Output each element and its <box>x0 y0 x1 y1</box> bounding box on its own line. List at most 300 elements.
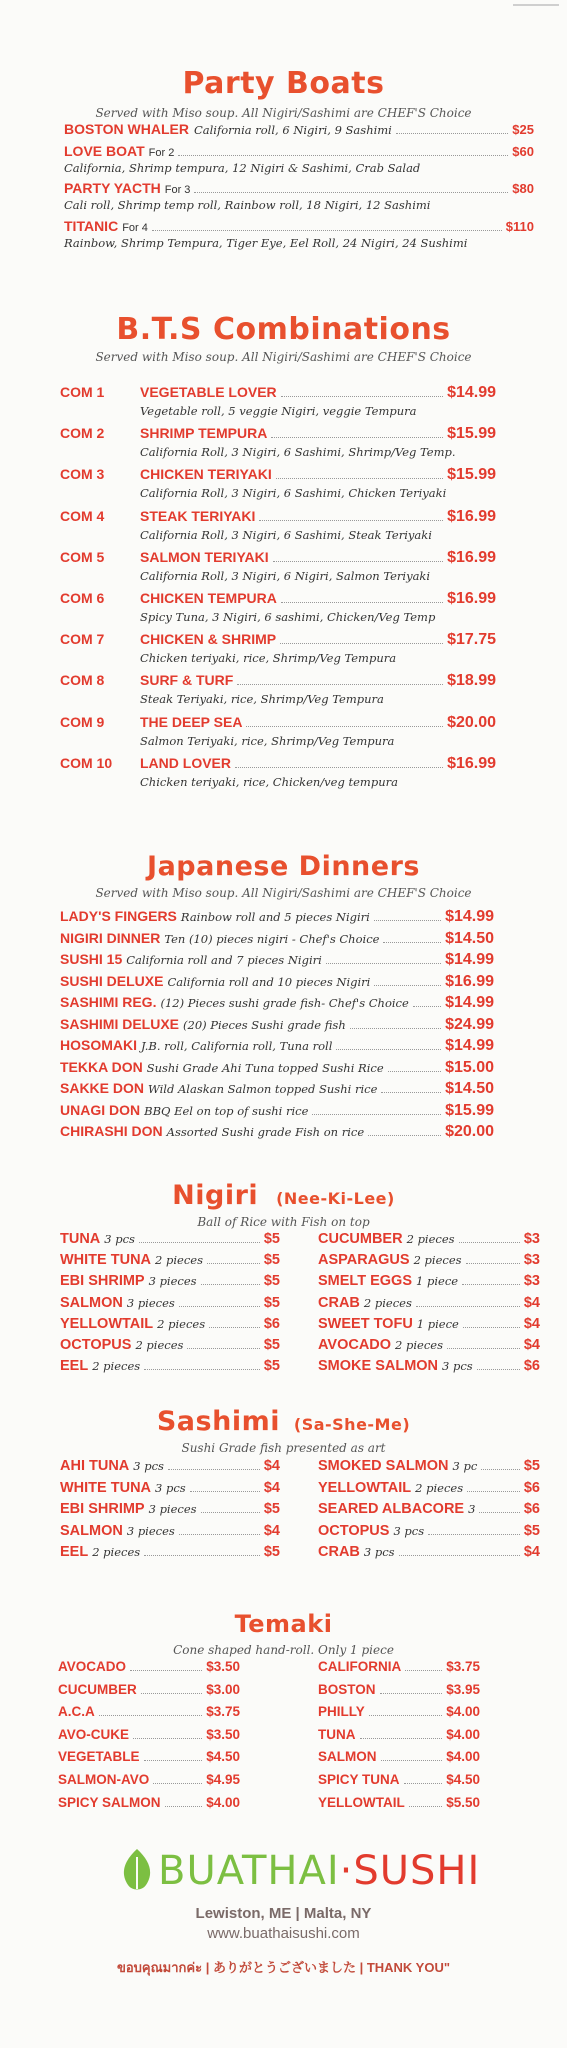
dotted-leader <box>381 1092 441 1093</box>
combo-name: CHICKEN TEMPURA <box>140 590 277 606</box>
temaki-price: $3.95 <box>446 1681 480 1697</box>
dotted-leader <box>466 1263 520 1264</box>
temaki-item <box>58 1727 240 1748</box>
temaki-item <box>58 1772 240 1793</box>
combo-row <box>140 631 496 649</box>
nigiri-item <box>318 1358 540 1378</box>
nigiri-quantity: 3 pcs <box>442 1359 473 1374</box>
sashimi-price: $6 <box>523 1501 540 1517</box>
nigiri-name: TUNA <box>60 1231 101 1247</box>
dotted-leader <box>246 726 443 727</box>
nigiri-item <box>60 1273 280 1293</box>
combo-price: $15.99 <box>447 466 496 484</box>
dinner-description: Assorted Sushi grade Fish on rice <box>166 1125 365 1139</box>
combo-price: $16.99 <box>447 548 496 566</box>
nigiri-item <box>60 1316 280 1336</box>
combo-item <box>60 466 500 508</box>
temaki-item <box>318 1727 480 1748</box>
dotted-leader <box>209 1327 260 1328</box>
nigiri-quantity: 2 pieces <box>363 1295 412 1310</box>
temaki-price: $3.50 <box>206 1726 240 1742</box>
nigiri-quantity: 2 pieces <box>92 1359 141 1374</box>
party-boat-price: $60 <box>512 144 534 159</box>
combo-description: California Roll, 3 Nigiri, 6 Sashimi, Chicken Teriyaki <box>140 486 447 501</box>
party-boat-line <box>64 121 534 139</box>
sashimi-price: $5 <box>523 1522 540 1539</box>
dinner-name: SUSHI DELUXE <box>60 972 164 989</box>
nigiri-price: $6 <box>523 1358 540 1375</box>
party-boats-title: Party Boats <box>182 66 385 101</box>
temaki-name: CUCUMBER <box>58 1681 137 1697</box>
nigiri-price: $3 <box>523 1273 540 1290</box>
temaki-price: $3.00 <box>206 1681 240 1697</box>
combo-price: $15.99 <box>447 425 496 443</box>
sashimi-item <box>318 1501 540 1521</box>
nigiri-name: OCTOPUS <box>60 1337 132 1353</box>
sashimi-quantity: 3 pieces <box>126 1523 175 1538</box>
brand-wordmark <box>158 1848 480 1894</box>
sashimi-name: CRAB <box>318 1544 360 1560</box>
nigiri-item <box>318 1273 540 1293</box>
nigiri-item <box>318 1231 540 1251</box>
dotted-leader <box>409 1806 442 1807</box>
nigiri-quantity: 3 pieces <box>148 1274 197 1289</box>
party-boat-name: BOSTON WHALER <box>64 121 189 137</box>
nigiri-title <box>0 1180 567 1211</box>
nigiri-price: $3 <box>523 1231 540 1247</box>
combo-description: Salmon Teriyaki, rice, Shrimp/Veg Tempura <box>140 733 395 748</box>
sashimi-quantity: 3 pc <box>452 1459 478 1473</box>
sashimi-price: $4 <box>523 1544 540 1560</box>
combo-code: COM 6 <box>60 590 105 606</box>
temaki-name: VEGETABLE <box>58 1749 140 1765</box>
nigiri-price: $4 <box>523 1337 540 1353</box>
temaki-item <box>58 1659 240 1680</box>
combo-row <box>140 755 496 773</box>
nigiri-item <box>318 1252 540 1272</box>
combo-price: $17.75 <box>447 631 496 649</box>
temaki-title: Temaki <box>234 1610 333 1638</box>
dinner-description: BBQ Eel on top of sushi rice <box>144 1103 309 1118</box>
dinner-name: SASHIMI DELUXE <box>60 1015 180 1032</box>
nigiri-item <box>60 1231 280 1251</box>
nigiri-quantity: 3 pieces <box>126 1295 175 1310</box>
temaki-price: $4.95 <box>206 1772 240 1787</box>
dinner-description: Wild Alaskan Salmon topped Sushi rice <box>148 1082 378 1096</box>
dotted-leader <box>383 942 441 943</box>
dotted-leader <box>374 920 441 921</box>
combo-row <box>140 672 496 690</box>
combo-price: $16.99 <box>447 590 496 607</box>
combo-item <box>60 755 500 797</box>
combo-item <box>60 508 500 550</box>
dotted-leader <box>368 1135 441 1136</box>
corner-mark <box>513 4 559 6</box>
dotted-leader <box>179 1306 260 1307</box>
dotted-leader <box>144 1369 260 1370</box>
dotted-leader <box>413 1006 441 1007</box>
combo-row <box>140 549 496 567</box>
sashimi-subtitle: Sushi Grade fish presented as art <box>181 1441 386 1455</box>
temaki-price: $4.50 <box>206 1749 240 1765</box>
temaki-name: SPICY SALMON <box>58 1794 161 1810</box>
temaki-item <box>58 1749 240 1770</box>
combo-item <box>60 425 500 467</box>
temaki-subtitle: Cone shaped hand-roll. Only 1 piece <box>173 1643 394 1657</box>
combo-code: COM 9 <box>60 713 105 730</box>
combo-price: $16.99 <box>447 507 496 525</box>
sashimi-quantity: 3 pcs <box>363 1545 395 1559</box>
sashimi-name: AHI TUNA <box>60 1458 130 1474</box>
party-boat-line <box>64 143 534 161</box>
sashimi-quantity: 2 pieces <box>92 1545 141 1559</box>
combo-item <box>60 714 500 756</box>
nigiri-pronunciation: (Nee-Ki-Lee) <box>276 1189 395 1208</box>
dotted-leader <box>237 684 443 685</box>
combo-price: $14.99 <box>447 384 496 401</box>
combo-price: $20.00 <box>447 713 496 731</box>
nigiri-item <box>318 1295 540 1315</box>
nigiri-quantity: 2 pieces <box>406 1232 455 1246</box>
temaki-price: $3.50 <box>206 1659 240 1674</box>
dinner-price: $24.99 <box>445 1015 494 1033</box>
sashimi-price: $5 <box>523 1458 540 1474</box>
party-boat-serves: For 3 <box>164 184 191 196</box>
party-boat-name: PARTY YACTH <box>64 180 161 196</box>
dotted-leader <box>481 1469 520 1470</box>
combo-row <box>140 384 496 402</box>
nigiri-quantity: 2 pieces <box>395 1338 444 1352</box>
combo-row <box>140 425 496 443</box>
temaki-name: AVO-CUKE <box>58 1726 130 1742</box>
combo-item <box>60 549 500 591</box>
sashimi-name: WHITE TUNA <box>60 1479 152 1496</box>
combo-row <box>140 466 496 484</box>
nigiri-item <box>60 1252 280 1272</box>
combo-name: CHICKEN & SHRIMP <box>140 631 277 648</box>
party-boat-price: $80 <box>512 181 534 196</box>
bua-thai-sushi-logo <box>120 1843 481 1899</box>
dotted-leader <box>374 985 441 986</box>
combo-row <box>140 508 496 526</box>
sashimi-quantity: 3 pcs <box>133 1459 164 1473</box>
dinner-item <box>60 1080 494 1101</box>
nigiri-item <box>318 1316 540 1336</box>
sashimi-title <box>0 1406 567 1437</box>
combo-description: California Roll, 3 Nigiri, 6 Sashimi, Steak Teriyaki <box>140 527 432 542</box>
sashimi-item <box>318 1458 540 1478</box>
combo-description: Spicy Tuna, 3 Nigiri, 6 sashimi, Chicken/Veg Temp <box>140 610 436 624</box>
dinner-name: HOSOMAKI <box>60 1037 137 1053</box>
party-boat-item <box>64 180 534 215</box>
temaki-price: $5.50 <box>446 1794 480 1810</box>
dinner-name: SUSHI 15 <box>60 951 123 967</box>
sashimi-name: OCTOPUS <box>318 1522 390 1539</box>
nigiri-price: $5 <box>263 1252 280 1269</box>
temaki-name: YELLOWTAIL <box>318 1794 405 1810</box>
dotted-leader <box>312 1114 441 1115</box>
temaki-item <box>318 1795 480 1816</box>
sashimi-quantity: 3 pcs <box>155 1480 186 1495</box>
party-boats-subtitle: Served with Miso soup. All Nigiri/Sashimi are CHEF'S Choice <box>95 106 472 120</box>
locations-text: Lewiston, ME | Malta, NY <box>195 1905 372 1922</box>
sashimi-item <box>60 1523 280 1543</box>
dotted-leader <box>130 1670 202 1671</box>
combo-code: COM 4 <box>60 507 105 524</box>
dinner-price: $14.99 <box>445 994 494 1011</box>
dinner-description: (20) Pieces Sushi grade fish <box>183 1017 346 1032</box>
nigiri-name: ASPARAGUS <box>318 1252 410 1269</box>
nigiri-price: $3 <box>523 1252 540 1269</box>
dotted-leader <box>477 1369 520 1370</box>
combo-description: Vegetable roll, 5 veggie Nigiri, veggie Tempura <box>140 404 417 418</box>
dinner-description: J.B. roll, California roll, Tuna roll <box>141 1039 333 1053</box>
sashimi-quantity: 3 <box>468 1502 476 1516</box>
party-boat-contents: California roll, 6 Nigiri, 9 Sashimi <box>193 123 392 137</box>
dotted-leader <box>201 1284 260 1285</box>
combo-item <box>60 590 500 632</box>
nigiri-quantity: 1 piece <box>416 1274 459 1289</box>
nigiri-item <box>60 1295 280 1315</box>
dotted-leader <box>207 1263 260 1264</box>
temaki-price: $3.75 <box>446 1659 480 1674</box>
sashimi-item <box>60 1501 280 1521</box>
sashimi-item <box>318 1480 540 1500</box>
temaki-name: TUNA <box>318 1726 356 1742</box>
combo-code: COM 10 <box>60 754 113 771</box>
temaki-item <box>318 1772 480 1793</box>
dinner-name: SASHIMI REG. <box>60 994 157 1010</box>
nigiri-item <box>60 1337 280 1357</box>
dotted-leader <box>280 643 443 644</box>
dotted-leader <box>144 1555 260 1556</box>
dotted-leader <box>447 1348 520 1349</box>
dotted-leader <box>259 520 443 521</box>
combo-name: SHRIMP TEMPURA <box>140 425 268 442</box>
sashimi-price: $6 <box>523 1479 540 1496</box>
dinner-name: TEKKA DON <box>60 1058 143 1075</box>
nigiri-price: $5 <box>263 1231 280 1247</box>
combo-item <box>60 672 500 714</box>
sashimi-title-text: Sashimi <box>156 1406 280 1437</box>
dotted-leader <box>463 1327 520 1328</box>
party-boat-price: $110 <box>505 219 534 234</box>
sashimi-item <box>60 1544 280 1564</box>
party-boat-name: TITANIC <box>64 218 119 234</box>
dotted-leader <box>141 1693 202 1694</box>
party-boat-serves: For 2 <box>148 147 175 159</box>
combo-code: COM 8 <box>60 672 105 689</box>
dotted-leader <box>326 963 441 964</box>
nigiri-name: AVOCADO <box>318 1337 392 1353</box>
party-boat-line <box>64 218 534 236</box>
dotted-leader <box>428 1534 520 1535</box>
combo-price: $16.99 <box>447 754 496 772</box>
party-boat-name: LOVE BOAT <box>64 143 145 159</box>
nigiri-price: $4 <box>523 1315 540 1332</box>
dinner-item <box>60 951 494 972</box>
thank-you-line: ขอบคุณมากค่ะ | ありがとうございました | THANK YOU" <box>116 1960 451 1975</box>
combo-price: $18.99 <box>447 672 496 690</box>
party-boat-line <box>64 180 534 198</box>
nigiri-name: SALMON <box>60 1294 123 1311</box>
temaki-price: $4.00 <box>446 1726 480 1742</box>
sashimi-name: SMOKED SALMON <box>318 1458 449 1474</box>
combo-name: VEGETABLE LOVER <box>140 384 277 400</box>
sashimi-name: EBI SHRIMP <box>60 1501 145 1517</box>
nigiri-name: YELLOWTAIL <box>60 1315 154 1332</box>
nigiri-name: CUCUMBER <box>318 1231 403 1247</box>
dotted-leader <box>380 1693 443 1694</box>
dinner-item <box>60 1037 494 1058</box>
dotted-leader <box>405 1670 442 1671</box>
temaki-item <box>318 1749 480 1770</box>
temaki-name: SALMON-AVO <box>58 1772 150 1787</box>
dotted-leader <box>396 133 508 134</box>
dinner-description: California roll and 10 pieces Nigiri <box>167 974 371 989</box>
nigiri-title-text: Nigiri <box>172 1180 259 1211</box>
sashimi-item <box>318 1544 540 1564</box>
dinner-name: LADY'S FINGERS <box>60 908 177 924</box>
dotted-leader <box>416 1306 520 1307</box>
dinner-item <box>60 1102 494 1123</box>
dotted-leader <box>479 1512 519 1513</box>
temaki-name: SPICY TUNA <box>318 1772 400 1787</box>
dinner-name: SAKKE DON <box>60 1080 145 1096</box>
dotted-leader <box>281 396 443 397</box>
leaf-icon <box>120 1847 154 1895</box>
dotted-leader <box>178 155 508 156</box>
sashimi-item <box>60 1458 280 1478</box>
temaki-price: $4.00 <box>206 1794 240 1810</box>
brand-thai: THAI <box>241 1848 340 1894</box>
combo-name: STEAK TERIYAKI <box>140 507 256 524</box>
sashimi-name: EEL <box>60 1544 89 1560</box>
dotted-leader <box>99 1715 202 1716</box>
dinner-price: $14.50 <box>445 929 494 947</box>
nigiri-price: $5 <box>263 1337 280 1353</box>
dinner-price: $14.50 <box>445 1080 494 1097</box>
temaki-name: AVOCADO <box>58 1659 127 1674</box>
party-boat-item <box>64 121 534 139</box>
nigiri-item <box>60 1358 280 1378</box>
combo-code: COM 3 <box>60 466 105 483</box>
sashimi-price: $4 <box>263 1522 280 1539</box>
dinner-name: CHIRASHI DON <box>60 1123 163 1139</box>
combo-description: Chicken teriyaki, rice, Chicken/veg tempura <box>140 774 398 789</box>
dotted-leader <box>273 561 443 562</box>
sashimi-name: SALMON <box>60 1522 123 1539</box>
dinners-title: Japanese Dinners <box>147 851 420 882</box>
nigiri-subtitle: Ball of Rice with Fish on top <box>197 1215 370 1229</box>
temaki-item <box>318 1704 480 1725</box>
dinner-price: $20.00 <box>445 1123 494 1140</box>
nigiri-name: EBI SHRIMP <box>60 1273 145 1290</box>
dotted-leader <box>381 1760 443 1761</box>
temaki-item <box>318 1682 480 1703</box>
nigiri-quantity: 3 pcs <box>104 1232 135 1246</box>
sashimi-price: $4 <box>263 1479 280 1496</box>
brand-sushi: SUSHI <box>353 1848 481 1894</box>
dinner-description: Sushi Grade Ahi Tuna topped Sushi Rice <box>146 1060 384 1075</box>
brand-dot: · <box>339 1848 354 1894</box>
dotted-leader <box>187 1348 259 1349</box>
dotted-leader <box>336 1049 441 1050</box>
website-link[interactable]: www.buathaisushi.com <box>207 1925 360 1942</box>
nigiri-price: $5 <box>263 1358 280 1375</box>
combo-name: LAND LOVER <box>140 754 231 771</box>
party-boat-description: California, Shrimp tempura, 12 Nigiri & Sashimi, Crab Salad <box>64 161 421 175</box>
temaki-name: BOSTON <box>318 1681 376 1697</box>
dotted-leader <box>271 437 443 438</box>
dotted-leader <box>462 1284 520 1285</box>
dinner-price: $16.99 <box>445 972 494 990</box>
nigiri-name: WHITE TUNA <box>60 1252 152 1269</box>
dotted-leader <box>133 1738 202 1739</box>
combo-name: SURF & TURF <box>140 672 234 689</box>
dinner-item <box>60 930 494 951</box>
dinner-description: Ten (10) pieces nigiri - Chef's Choice <box>164 931 380 946</box>
sashimi-item <box>318 1523 540 1543</box>
combinations-subtitle: Served with Miso soup. All Nigiri/Sashimi are CHEF'S Choice <box>95 350 472 364</box>
combo-item <box>60 384 500 426</box>
dinner-item <box>60 973 494 994</box>
dinner-description: California roll and 7 pieces Nigiri <box>126 953 322 967</box>
dotted-leader <box>235 767 443 768</box>
party-boat-item <box>64 143 534 178</box>
sashimi-name: YELLOWTAIL <box>318 1479 412 1496</box>
dotted-leader <box>139 1242 260 1243</box>
nigiri-name: EEL <box>60 1358 89 1375</box>
sashimi-price: $5 <box>263 1501 280 1517</box>
combo-row <box>140 714 496 732</box>
nigiri-quantity: 1 piece <box>416 1316 459 1331</box>
party-boat-price: $25 <box>512 122 534 137</box>
temaki-item <box>58 1795 240 1816</box>
nigiri-quantity: 2 pieces <box>155 1253 203 1268</box>
dinner-description: Rainbow roll and 5 pieces Nigiri <box>180 910 370 924</box>
nigiri-name: CRAB <box>318 1294 360 1311</box>
sashimi-price: $4 <box>263 1458 280 1474</box>
sashimi-pronunciation: (Sa-She-Me) <box>293 1415 411 1434</box>
nigiri-price: $4 <box>523 1294 540 1311</box>
dinner-name: UNAGI DON <box>60 1101 141 1118</box>
nigiri-name: SMOKE SALMON <box>318 1358 439 1375</box>
brand-bua: BUA <box>158 1848 242 1894</box>
dotted-leader <box>152 230 502 231</box>
dotted-leader <box>179 1534 260 1535</box>
combo-name: SALMON TERIYAKI <box>140 548 269 565</box>
dotted-leader <box>153 1783 202 1784</box>
dotted-leader <box>399 1555 520 1556</box>
dinner-item <box>60 994 494 1015</box>
sashimi-quantity: 3 pieces <box>148 1502 197 1516</box>
temaki-price: $4.50 <box>446 1772 480 1787</box>
dinner-item <box>60 1016 494 1037</box>
temaki-item <box>58 1704 240 1725</box>
dotted-leader <box>144 1760 203 1761</box>
dotted-leader <box>369 1715 442 1716</box>
temaki-price: $4.00 <box>446 1749 480 1765</box>
nigiri-price: $5 <box>263 1273 280 1290</box>
combo-code: COM 5 <box>60 548 105 565</box>
nigiri-quantity: 2 pieces <box>413 1253 462 1268</box>
dotted-leader <box>467 1491 520 1492</box>
combo-item <box>60 631 500 673</box>
dinner-name: NIGIRI DINNER <box>60 929 161 946</box>
sashimi-quantity: 3 pcs <box>393 1523 425 1538</box>
dotted-leader <box>165 1806 203 1807</box>
